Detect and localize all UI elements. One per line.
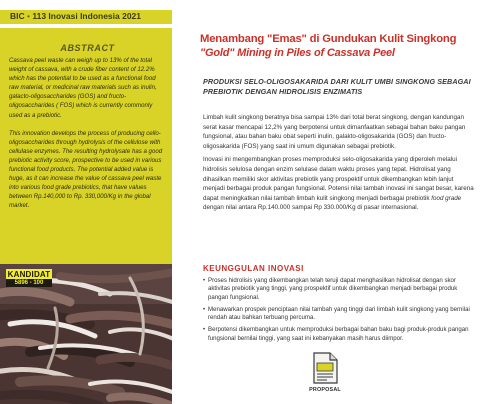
abstract-paragraph: This innovation develops the process of producing cello-oligosaccharides through hydrolysis of the cellulose with cellulase enzymes. The resulting hydrolysate has a good prebiotic activity score, prospective to be used in various functional food products. The potential added value is huge, as it can increase the value of cassava peel waste into various food grade prebiotics, that have values between Rp.140,000 to Rp. 330,000/Kg in the global market. [9,129,163,210]
list-item-text: Proses hidrolisis yang dikembangkan telah teruji dapat menghasilkan hidrolisat dengan skor aktivitas prebiotik yang tinggi, yang prospektif untuk dikembangkan menjadi berbagai produk pangan fungsional. [208,277,458,301]
body-paragraph [203,155,477,213]
document-proposal-icon [306,350,344,384]
right-column [172,28,480,404]
article-subtitle: PRODUKSI SELO-OLIGOSAKARIDA DARI KULIT UMBI SINGKONG SEBAGAI PREBIOTIK DENGAN HIDROLISIS ENZIMATIS [203,77,471,96]
advantages-list [203,277,477,347]
abstract-panel [0,28,172,264]
header-separator: • [24,11,33,21]
proposal-label: PROPOSAL [309,387,341,393]
list-item [203,306,477,323]
body-paragraph: Limbah kulit singkong beratnya bisa sampai 13% dari total berat singkong, dengan kandungan serat kasar mencapai 12,2% yang berpotensi untuk dimanfaatkan sebagai bahan baku pangan fungsional, atau bahan baku obat seperti inulin, galakto-oligosakarida (GOS) dan fructo-oligosakarida (FOS) yang saat ini umum digunakan sebagai prebiotik. [203,114,466,150]
body-text: Inovasi ini mengembangkan proses memproduksi selo-oligosakarida yang diperoleh melalui hidrolisis selulosa dengan enzim selulase dalam waktu proses yang tepat. Hidrolisat yang dihasilkan memiliki skor aktivitas prebiotik yang prospektif untuk dikembangkan lebih lanjut menjadi berbagai produk pangan fungsional. Potensi nilai tambah inovasi ini sangat besar, karena dapat meningkatkan nilai tambah limbah kulit singkong menjadi berbagai prebiotik [203,156,474,202]
body-italic-text: food grade [431,194,462,202]
article-body [203,113,477,213]
page-title-english: "Gold" Mining in Piles of Cassava Peel [200,47,395,59]
page-title-indonesian: Menambang "Emas" di Gundukan Kulit Singkong [200,33,457,45]
header-series: 113 Inovasi Indonesia 2021 [32,11,142,21]
cassava-peel-photo [0,264,172,404]
bullet-icon: • [203,305,206,313]
list-item-text: Menawarkan prospek penciptaan nilai tambah yang tinggi dari limbah kulit singkong yang bernilai rendah atau bahkan terbuang percuma. [208,305,470,322]
advantages-heading: KEUNGGULAN INOVASI [203,264,304,273]
abstract-paragraph: Cassava peel waste can weigh up to 13% of the total weight of cassava, with a crude fiber content of 12.2% which has the potential to be used as a functional food raw material, or medicinal raw materials such as inulin, galacto-oligosaccharides (GOS) and fructo-oligosaccharides ( FOS) which is currently commonly used as a prebiotic. [9,57,157,119]
candidate-badge-code: 5896 - 100 [6,279,52,287]
list-item [203,277,477,302]
candidate-badge [6,269,52,287]
body-text: dengan nilai antara Rp.140.000 sampai Rp 330.000/Kg di pasar internasional. [203,204,419,212]
list-item [203,326,477,343]
left-column [0,28,172,404]
header-brand [10,11,141,21]
abstract-title: ABSTRACT [60,43,115,53]
header-bar [0,0,480,28]
bullet-icon: • [203,277,206,284]
bullet-icon: • [203,326,206,334]
candidate-badge-title: KANDIDAT [7,270,51,279]
proposal-link[interactable] [306,350,344,400]
header-brand-name: BIC [10,11,25,21]
list-item-text: Berpotensi dikembangkan untuk memproduksi berbagai bahan baku bagi produk-produk pangan fungsional bernilai tinggi, yang saat ini kebanyakan masih harus diimpor. [208,326,469,342]
